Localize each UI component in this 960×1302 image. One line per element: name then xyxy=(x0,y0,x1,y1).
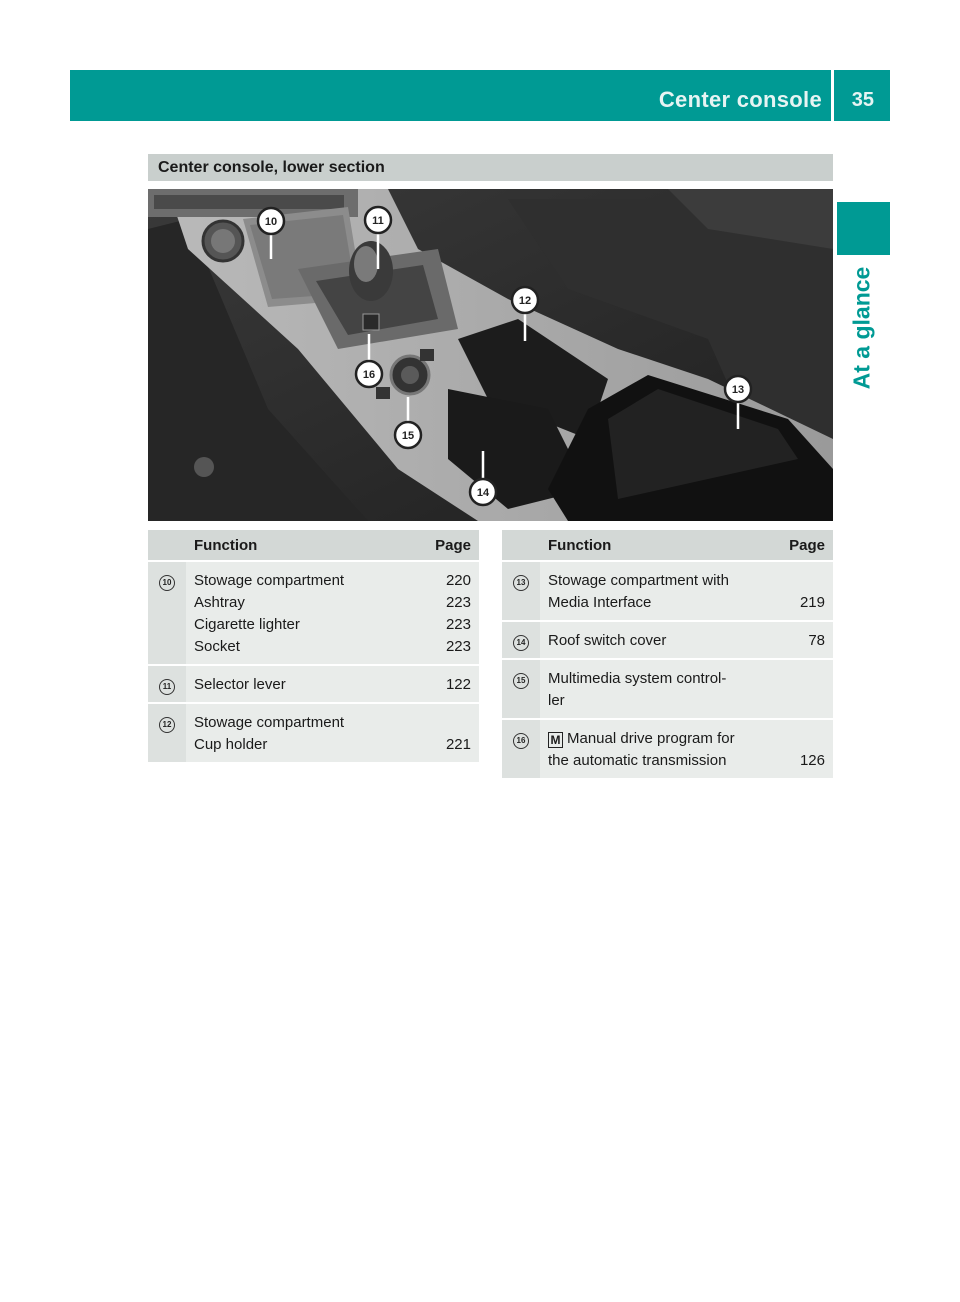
function-label: Stowage compartment xyxy=(194,714,345,731)
function-label-line2: the automatic transmission xyxy=(548,752,727,769)
function-label-line1: Stowage compartment with xyxy=(548,572,729,589)
left-function-table xyxy=(148,530,479,762)
page-ref: 219 xyxy=(765,561,833,621)
side-tab-label: At a glance xyxy=(848,266,875,390)
function-label-line1: Manual drive program for xyxy=(567,730,735,747)
item-functions xyxy=(540,659,765,719)
function-label-line2: Media Interface xyxy=(548,594,652,611)
item-functions xyxy=(186,703,411,762)
column-header-page: Page xyxy=(765,530,833,561)
column-header-function: Function xyxy=(540,530,765,561)
page-ref: 221 xyxy=(445,736,471,753)
table-row xyxy=(148,561,479,665)
table-row xyxy=(502,719,833,778)
svg-text:10: 10 xyxy=(264,216,278,228)
page-ref: 223 xyxy=(445,594,471,611)
item-number-13: 13 xyxy=(502,561,540,621)
header-divider xyxy=(831,70,834,121)
item-number-14: 14 xyxy=(502,621,540,659)
page-ref: 126 xyxy=(765,719,833,778)
column-header-function: Function xyxy=(186,530,411,561)
page-ref xyxy=(765,659,833,719)
item-functions xyxy=(540,561,765,621)
function-label: Cup holder xyxy=(194,736,268,753)
center-console-photo xyxy=(148,189,833,521)
page-ref: 122 xyxy=(411,665,479,703)
header-title: Center console xyxy=(658,87,822,112)
item-number-16: 16 xyxy=(502,719,540,778)
table-row xyxy=(502,659,833,719)
function-label: Roof switch cover xyxy=(540,621,765,659)
table-row xyxy=(502,561,833,621)
function-label: Ashtray xyxy=(194,594,245,611)
function-label-line1: Multimedia system control- xyxy=(548,670,727,687)
svg-text:12: 12 xyxy=(518,295,532,307)
table-row xyxy=(502,621,833,659)
table-row xyxy=(148,703,479,762)
item-pages xyxy=(411,703,479,762)
item-number-12: 12 xyxy=(148,703,186,762)
function-label-line2: ler xyxy=(548,692,565,709)
page-ref xyxy=(419,712,471,734)
manual-program-symbol: M xyxy=(548,732,563,748)
svg-text:11: 11 xyxy=(372,215,384,227)
page-number: 35 xyxy=(851,89,874,111)
svg-text:14: 14 xyxy=(476,487,490,499)
item-functions xyxy=(540,719,765,778)
item-number-11: 11 xyxy=(148,665,186,703)
svg-text:16: 16 xyxy=(362,369,376,381)
item-number-10: 10 xyxy=(148,561,186,665)
item-number-15: 15 xyxy=(502,659,540,719)
page-ref: 223 xyxy=(445,616,471,633)
function-label: Stowage compartment xyxy=(194,572,345,589)
svg-text:15: 15 xyxy=(401,430,415,442)
section-heading: Center console, lower section xyxy=(148,154,833,181)
page-ref: 223 xyxy=(445,638,471,655)
page-ref: 78 xyxy=(765,621,833,659)
right-function-table xyxy=(502,530,833,778)
function-label: Socket xyxy=(194,638,240,655)
item-functions xyxy=(186,561,411,665)
table-header-row xyxy=(502,530,833,561)
page-ref: 220 xyxy=(445,572,471,589)
side-tab-marker xyxy=(837,202,890,255)
item-pages xyxy=(411,561,479,665)
column-header-page: Page xyxy=(411,530,479,561)
table-header-row xyxy=(148,530,479,561)
table-row xyxy=(148,665,479,703)
function-label: Cigarette lighter xyxy=(194,616,300,633)
page-header xyxy=(70,70,890,121)
svg-text:13: 13 xyxy=(731,384,745,396)
function-label: Selector lever xyxy=(186,665,411,703)
